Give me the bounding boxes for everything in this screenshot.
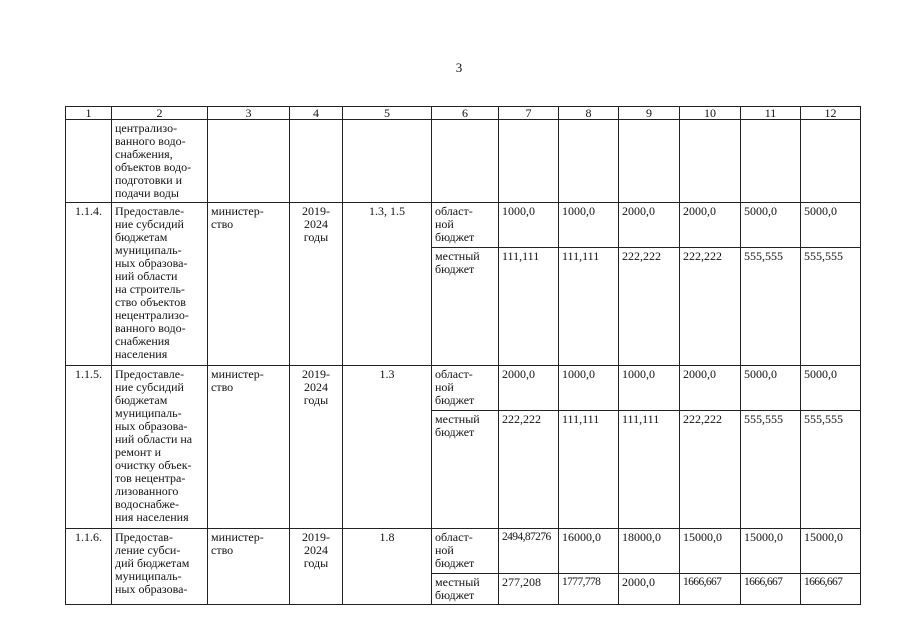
value-cell: 5000,0: [801, 203, 861, 248]
column-number: 7: [499, 107, 559, 120]
value-cell: 111,111: [559, 248, 619, 366]
column-number: 11: [741, 107, 801, 120]
column-number: 3: [208, 107, 290, 120]
measure-code: 1.1.6.: [66, 529, 112, 605]
measure-code: 1.1.5.: [66, 366, 112, 529]
value-cell: 1000,0: [619, 366, 680, 411]
value-cell: 15000,0: [741, 529, 801, 574]
funding-source: местный бюджет: [432, 411, 499, 529]
column-number: 4: [290, 107, 343, 120]
value-cell: 15000,0: [680, 529, 741, 574]
funding-source: местный бюджет: [432, 248, 499, 366]
table-row: [66, 203, 861, 248]
value-cell: 1000,0: [559, 366, 619, 411]
funding-source: област- ной бюджет: [432, 529, 499, 574]
value-cell: 111,111: [559, 411, 619, 529]
cell-empty: [290, 120, 343, 203]
column-number: 2: [112, 107, 208, 120]
value-cell: 2000,0: [619, 574, 680, 605]
value-cell: 555,555: [741, 411, 801, 529]
value-cell: 222,222: [619, 248, 680, 366]
value-cell: 555,555: [801, 411, 861, 529]
cell-empty: [801, 120, 861, 203]
measure-description: Предоставле- ние субсидий бюджетам муниципаль- ных образова- ний области на ремонт и очистку объек- тов нецентра- лизованного водоснабже- ния населения: [112, 366, 208, 529]
measure-description: Предостав- ление субси- дий бюджетам муниципаль- ных образова-: [112, 529, 208, 605]
funding-source: област- ной бюджет: [432, 366, 499, 411]
value-cell: 2000,0: [499, 366, 559, 411]
value-cell: 222,222: [680, 248, 741, 366]
cell-empty: [208, 120, 290, 203]
cell-empty: [741, 120, 801, 203]
page-number: 3: [455, 60, 463, 75]
value-cell: 5000,0: [741, 203, 801, 248]
measure-description: Предоставле- ние субсидий бюджетам муниципаль- ных образова- ний области на строитель- ство объектов нецентрализо- ванного водо- снабжения населения: [112, 203, 208, 366]
cell-empty: [680, 120, 741, 203]
measure-indicators: 1.3: [343, 366, 432, 529]
value-cell: 1666,667: [680, 574, 741, 605]
measure-indicators: 1.8: [343, 529, 432, 605]
column-number: 5: [343, 107, 432, 120]
cell-empty: [66, 120, 112, 203]
value-cell: 2000,0: [680, 203, 741, 248]
measure-description: централизо- ванного водо- снабжения, объектов водо- подготовки и подачи воды: [112, 120, 208, 203]
value-cell: 1777,778: [559, 574, 619, 605]
value-cell: 277,208: [499, 574, 559, 605]
measure-period: 2019- 2024 годы: [290, 529, 343, 605]
column-number: 9: [619, 107, 680, 120]
column-number: 12: [801, 107, 861, 120]
cell-empty: [619, 120, 680, 203]
cell-empty: [343, 120, 432, 203]
value-cell: 5000,0: [741, 366, 801, 411]
measure-period: 2019- 2024 годы: [290, 366, 343, 529]
column-number: 8: [559, 107, 619, 120]
value-cell: 222,222: [499, 411, 559, 529]
funding-source: област- ной бюджет: [432, 203, 499, 248]
measure-executor: министер- ство: [208, 366, 290, 529]
cell-empty: [559, 120, 619, 203]
value-cell: 1000,0: [559, 203, 619, 248]
cell-empty: [432, 120, 499, 203]
value-cell: 1666,667: [801, 574, 861, 605]
value-cell: 2000,0: [680, 366, 741, 411]
value-cell: 2000,0: [619, 203, 680, 248]
value-cell: 555,555: [801, 248, 861, 366]
measure-code: 1.1.4.: [66, 203, 112, 366]
value-cell: 1666,667: [741, 574, 801, 605]
column-number-row: [66, 107, 861, 120]
continuation-row: [66, 120, 861, 203]
value-cell: 111,111: [619, 411, 680, 529]
column-number: 10: [680, 107, 741, 120]
budget-table: [65, 106, 861, 605]
value-cell: 18000,0: [619, 529, 680, 574]
value-cell: 111,111: [499, 248, 559, 366]
table-row: [66, 529, 861, 574]
column-number: 1: [66, 107, 112, 120]
measure-indicators: 1.3, 1.5: [343, 203, 432, 366]
value-cell: 15000,0: [801, 529, 861, 574]
measure-period: 2019- 2024 годы: [290, 203, 343, 366]
measure-executor: министер- ство: [208, 529, 290, 605]
value-cell: 555,555: [741, 248, 801, 366]
cell-empty: [499, 120, 559, 203]
funding-source: местный бюджет: [432, 574, 499, 605]
table-row: [66, 366, 861, 411]
value-cell: 222,222: [680, 411, 741, 529]
value-cell: 2494,87276: [499, 529, 559, 574]
value-cell: 5000,0: [801, 366, 861, 411]
value-cell: 1000,0: [499, 203, 559, 248]
value-cell: 16000,0: [559, 529, 619, 574]
measure-executor: министер- ство: [208, 203, 290, 366]
column-number: 6: [432, 107, 499, 120]
